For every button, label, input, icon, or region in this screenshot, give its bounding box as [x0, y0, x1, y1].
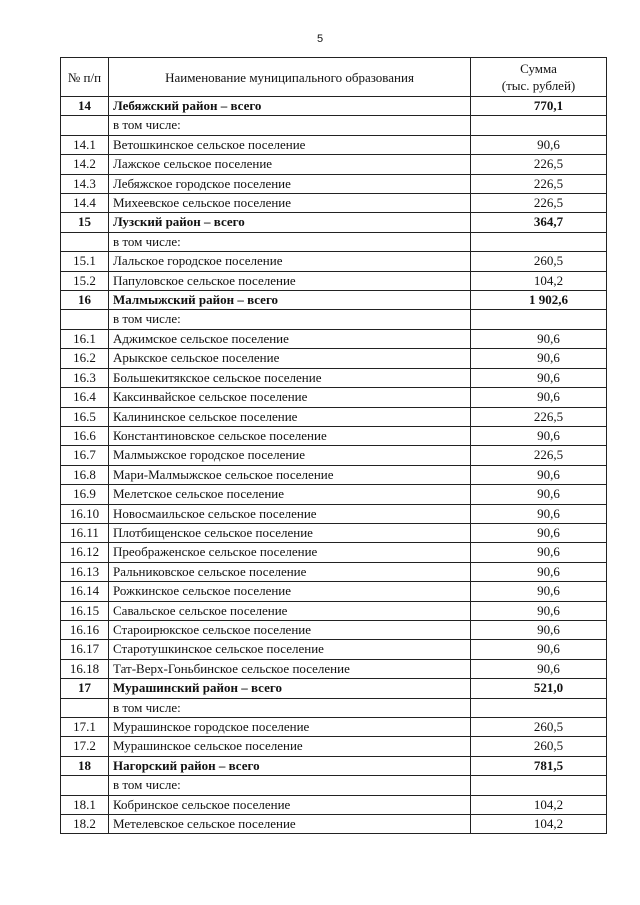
- amount-cell: 90,6: [471, 504, 607, 523]
- amount-cell: [471, 116, 607, 135]
- municipality-name-cell: Арыкское сельское поселение: [109, 349, 471, 368]
- table-row: [61, 155, 607, 174]
- row-number-cell: 17: [61, 679, 109, 698]
- amount-cell: 90,6: [471, 135, 607, 154]
- municipality-name-cell: Каксинвайское сельское поселение: [109, 388, 471, 407]
- row-number-cell: [61, 116, 109, 135]
- row-number-cell: 16.2: [61, 349, 109, 368]
- municipality-name-cell: Новосмаильское сельское поселение: [109, 504, 471, 523]
- municipality-name-cell: Михеевское сельское поселение: [109, 194, 471, 213]
- allocation-table: [60, 57, 607, 834]
- municipality-name-cell: Мурашинский район – всего: [109, 679, 471, 698]
- row-number-cell: 18: [61, 756, 109, 775]
- municipality-name-cell: Кобринское сельское поселение: [109, 795, 471, 814]
- municipality-name-cell: Лальское городское поселение: [109, 252, 471, 271]
- row-number-cell: 15: [61, 213, 109, 232]
- row-number-cell: 16.3: [61, 368, 109, 387]
- sum-header-line1: Сумма: [520, 61, 557, 76]
- table-row: [61, 388, 607, 407]
- amount-cell: 90,6: [471, 601, 607, 620]
- row-number-cell: 16.1: [61, 329, 109, 348]
- amount-cell: 104,2: [471, 815, 607, 834]
- amount-cell: 770,1: [471, 97, 607, 116]
- municipality-name-cell: Аджимское сельское поселение: [109, 329, 471, 348]
- table-row: [61, 194, 607, 213]
- amount-cell: 90,6: [471, 465, 607, 484]
- municipality-name-cell: Ветошкинское сельское поселение: [109, 135, 471, 154]
- table-header-row: [61, 58, 607, 97]
- district-total-row: [61, 213, 607, 232]
- row-number-cell: 14.3: [61, 174, 109, 193]
- amount-cell: 90,6: [471, 620, 607, 639]
- municipality-name-cell: Рожкинское сельское поселение: [109, 582, 471, 601]
- amount-cell: 260,5: [471, 718, 607, 737]
- table-row: [61, 252, 607, 271]
- table-row: [61, 504, 607, 523]
- municipality-name-cell: Лажское сельское поселение: [109, 155, 471, 174]
- amount-cell: 90,6: [471, 523, 607, 542]
- page-number: 5: [316, 33, 324, 45]
- row-number-cell: 16.6: [61, 426, 109, 445]
- municipality-name-cell: Лузский район – всего: [109, 213, 471, 232]
- amount-cell: 226,5: [471, 407, 607, 426]
- table-row: [61, 795, 607, 814]
- row-number-cell: 16.11: [61, 523, 109, 542]
- municipality-name-cell: Мурашинское сельское поселение: [109, 737, 471, 756]
- row-number-cell: 17.1: [61, 718, 109, 737]
- district-total-row: [61, 291, 607, 310]
- row-number-cell: 16: [61, 291, 109, 310]
- row-number-cell: [61, 310, 109, 329]
- column-header-number: № п/п: [61, 58, 109, 97]
- row-number-cell: 16.16: [61, 620, 109, 639]
- table-row: [61, 815, 607, 834]
- table-row: [61, 485, 607, 504]
- amount-cell: [471, 698, 607, 717]
- table-row: [61, 329, 607, 348]
- amount-cell: 104,2: [471, 271, 607, 290]
- table-row: [61, 465, 607, 484]
- amount-cell: 260,5: [471, 737, 607, 756]
- table-row: [61, 601, 607, 620]
- amount-cell: 226,5: [471, 446, 607, 465]
- table-row: [61, 446, 607, 465]
- row-number-cell: 16.18: [61, 659, 109, 678]
- table-row: [61, 776, 607, 795]
- row-number-cell: 16.12: [61, 543, 109, 562]
- municipality-name-cell: Мурашинское городское поселение: [109, 718, 471, 737]
- column-header-sum: [471, 58, 607, 97]
- district-total-row: [61, 756, 607, 775]
- table-row: [61, 582, 607, 601]
- table-row: [61, 368, 607, 387]
- table-row: [61, 174, 607, 193]
- amount-cell: 90,6: [471, 562, 607, 581]
- municipality-name-cell: в том числе:: [109, 116, 471, 135]
- municipality-name-cell: Преображенское сельское поселение: [109, 543, 471, 562]
- table-row: [61, 737, 607, 756]
- amount-cell: 90,6: [471, 485, 607, 504]
- municipality-name-cell: Савальское сельское поселение: [109, 601, 471, 620]
- row-number-cell: 16.5: [61, 407, 109, 426]
- amount-cell: 1 902,6: [471, 291, 607, 310]
- municipality-name-cell: Калининское сельское поселение: [109, 407, 471, 426]
- row-number-cell: [61, 776, 109, 795]
- amount-cell: 90,6: [471, 582, 607, 601]
- amount-cell: 260,5: [471, 252, 607, 271]
- amount-cell: 90,6: [471, 368, 607, 387]
- municipality-name-cell: Ральниковское сельское поселение: [109, 562, 471, 581]
- sum-header-line2: (тыс. рублей): [501, 78, 576, 93]
- municipality-name-cell: Мелетское сельское поселение: [109, 485, 471, 504]
- row-number-cell: 16.14: [61, 582, 109, 601]
- municipality-name-cell: Тат-Верх-Гоньбинское сельское поселение: [109, 659, 471, 678]
- table-row: [61, 523, 607, 542]
- amount-cell: 90,6: [471, 349, 607, 368]
- amount-cell: 226,5: [471, 194, 607, 213]
- municipality-name-cell: Лебяжское городское поселение: [109, 174, 471, 193]
- row-number-cell: 15.1: [61, 252, 109, 271]
- row-number-cell: 14: [61, 97, 109, 116]
- district-total-row: [61, 679, 607, 698]
- municipality-name-cell: в том числе:: [109, 698, 471, 717]
- municipality-name-cell: Метелевское сельское поселение: [109, 815, 471, 834]
- row-number-cell: 16.17: [61, 640, 109, 659]
- table-row: [61, 620, 607, 639]
- table-row: [61, 640, 607, 659]
- table-row: [61, 271, 607, 290]
- table-row: [61, 562, 607, 581]
- row-number-cell: 18.1: [61, 795, 109, 814]
- table-row: [61, 659, 607, 678]
- row-number-cell: 17.2: [61, 737, 109, 756]
- row-number-cell: 14.4: [61, 194, 109, 213]
- row-number-cell: 16.7: [61, 446, 109, 465]
- column-header-name: Наименование муниципального образования: [109, 58, 471, 97]
- municipality-name-cell: в том числе:: [109, 310, 471, 329]
- municipality-name-cell: Большекитякское сельское поселение: [109, 368, 471, 387]
- municipality-name-cell: Староирюкское сельское поселение: [109, 620, 471, 639]
- table-row: [61, 698, 607, 717]
- amount-cell: [471, 776, 607, 795]
- table-row: [61, 407, 607, 426]
- row-number-cell: 16.8: [61, 465, 109, 484]
- amount-cell: [471, 310, 607, 329]
- municipality-name-cell: в том числе:: [109, 232, 471, 251]
- table-row: [61, 310, 607, 329]
- row-number-cell: 16.13: [61, 562, 109, 581]
- municipality-name-cell: Папуловское сельское поселение: [109, 271, 471, 290]
- municipality-name-cell: Лебяжский район – всего: [109, 97, 471, 116]
- municipality-name-cell: Плотбищенское сельское поселение: [109, 523, 471, 542]
- table-row: [61, 718, 607, 737]
- table-row: [61, 135, 607, 154]
- amount-cell: 226,5: [471, 155, 607, 174]
- amount-cell: 364,7: [471, 213, 607, 232]
- row-number-cell: 14.1: [61, 135, 109, 154]
- municipality-name-cell: Малмыжский район – всего: [109, 291, 471, 310]
- municipality-name-cell: Мари-Малмыжское сельское поселение: [109, 465, 471, 484]
- row-number-cell: 18.2: [61, 815, 109, 834]
- amount-cell: 104,2: [471, 795, 607, 814]
- amount-cell: 90,6: [471, 659, 607, 678]
- row-number-cell: 16.15: [61, 601, 109, 620]
- amount-cell: [471, 232, 607, 251]
- table-row: [61, 232, 607, 251]
- row-number-cell: 14.2: [61, 155, 109, 174]
- municipality-name-cell: Старотушкинское сельское поселение: [109, 640, 471, 659]
- row-number-cell: [61, 698, 109, 717]
- amount-cell: 90,6: [471, 640, 607, 659]
- table-row: [61, 426, 607, 445]
- row-number-cell: 16.4: [61, 388, 109, 407]
- row-number-cell: 15.2: [61, 271, 109, 290]
- amount-cell: 90,6: [471, 329, 607, 348]
- amount-cell: 90,6: [471, 543, 607, 562]
- table-row: [61, 116, 607, 135]
- table-row: [61, 349, 607, 368]
- district-total-row: [61, 97, 607, 116]
- amount-cell: 521,0: [471, 679, 607, 698]
- amount-cell: 226,5: [471, 174, 607, 193]
- municipality-name-cell: в том числе:: [109, 776, 471, 795]
- amount-cell: 781,5: [471, 756, 607, 775]
- table-row: [61, 543, 607, 562]
- municipality-name-cell: Нагорский район – всего: [109, 756, 471, 775]
- municipality-name-cell: Константиновское сельское поселение: [109, 426, 471, 445]
- amount-cell: 90,6: [471, 426, 607, 445]
- row-number-cell: [61, 232, 109, 251]
- municipality-name-cell: Малмыжское городское поселение: [109, 446, 471, 465]
- row-number-cell: 16.9: [61, 485, 109, 504]
- amount-cell: 90,6: [471, 388, 607, 407]
- row-number-cell: 16.10: [61, 504, 109, 523]
